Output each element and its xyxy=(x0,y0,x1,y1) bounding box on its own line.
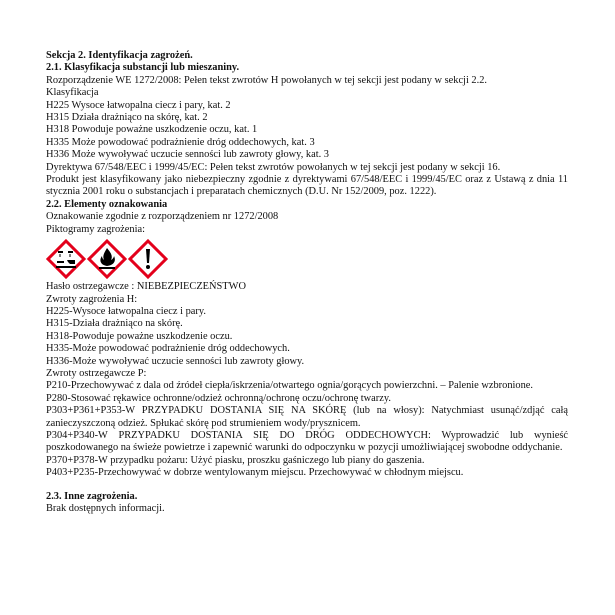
p-statement-item: P403+P235-Przechowywać w dobrze wentylowanym miejscu. Przechowywać w chłodnym miejscu. xyxy=(46,467,464,479)
h-statement-item: H318-Powoduje poważne uszkodzenie oczu. xyxy=(46,330,233,342)
h-statements-label: Zwroty zagrożenia H: xyxy=(46,293,138,305)
signal-word: Hasło ostrzegawcze : NIEBEZPIECZEŃSTWO xyxy=(46,281,246,293)
hazard-class-item: H318 Powoduje poważne uszkodzenie oczu, kat. 1 xyxy=(46,124,258,136)
hazard-class-item: H335 Może powodować podrażnienie dróg oddechowych, kat. 3 xyxy=(46,136,315,148)
corrosion-icon xyxy=(46,239,86,279)
h-statement-item: H335-Może powodować podrażnienie dróg oddechowych. xyxy=(46,343,290,355)
hazard-class-item: H315 Działa drażniąco na skórę, kat. 2 xyxy=(46,112,208,124)
subsection-2-3-title: 2.3. Inne zagrożenia. xyxy=(46,490,138,502)
p-statement-item: P303+P361+P353-W PRZYPADKU DOSTANIA SIĘ NA SKÓRĘ (lub na włosy): Natychmiast usunąć/zdjąć całą zanieczyszczoną odzież. Spłukać skórę pod strumieniem wody/prysznicem. xyxy=(46,405,568,429)
other-hazards-text: Brak dostępnych informacji. xyxy=(46,503,165,514)
exclamation-icon xyxy=(128,239,168,279)
directive-line: Dyrektywa 67/548/EEC i 1999/45/EC: Pełen tekst zwrotów powołanych w tej sekcji jest podany w sekcji 16. xyxy=(46,161,501,173)
flame-icon xyxy=(87,239,127,279)
p-statement-item: P280-Stosować rękawice ochronne/odzież ochronną/ochronę oczu/ochronę twarzy. xyxy=(46,392,391,404)
spacer xyxy=(46,480,568,491)
h-statement-item: H315-Działa drażniąco na skórę. xyxy=(46,318,183,330)
p-statement-item: P370+P378-W przypadku pożaru: Użyć piasku, proszku gaśniczego lub piany do gaszenia. xyxy=(46,454,425,466)
regulation-line: Rozporządzenie WE 1272/2008: Pełen tekst zwrotów H powołanych w tej sekcji jest podany w sekcji 2.2. xyxy=(46,74,488,86)
subsection-2-1-title: 2.1. Klasyfikacja substancji lub mieszaniny. xyxy=(46,62,240,74)
pictograms-label: Piktogramy zagrożenia: xyxy=(46,223,145,235)
pictogram-row xyxy=(46,238,568,279)
p-statements-label: Zwroty ostrzegawcze P: xyxy=(46,367,147,379)
h-statement-item: H225-Wysoce łatwopalna ciecz i pary. xyxy=(46,305,206,317)
hazard-class-item: H225 Wysoce łatwopalna ciecz i pary, kat. 2 xyxy=(46,99,231,111)
labelling-line: Oznakowanie zgodnie z rozporządzeniem nr 1272/2008 xyxy=(46,211,279,223)
product-classification-paragraph: Produkt jest klasyfikowany jako niebezpieczny zgodnie z dyrektywami 67/548/EEC i 1999/45/EC oraz z Ustawą z dnia 11 stycznia 2001 roku o substancjach i preparatach chemicznych (D.U. Nr 152/2009, poz. 1222). xyxy=(46,174,568,198)
p-statement-item: P210-Przechowywać z dala od źródeł ciepła/iskrzenia/otwartego ognia/gorących powierzchni. – Palenie wzbronione. xyxy=(46,380,534,392)
classification-label: Klasyfikacja xyxy=(46,87,99,99)
p-statement-item: P304+P340-W PRZYPADKU DOSTANIA SIĘ DO DRÓG ODDECHOWYCH: Wyprowadzić lub wynieść poszkodowanego na świeże powietrze i zapewnić warunki do odpoczynku w pozycji umożliwiającej swobodne oddychanie. xyxy=(46,429,568,454)
document-page xyxy=(46,50,568,515)
subsection-2-2-title: 2.2. Elementy oznakowania xyxy=(46,198,168,210)
h-statement-item: H336-Może wywoływać uczucie senności lub zawroty głowy. xyxy=(46,355,305,367)
section-title: Sekcja 2. Identyfikacja zagrożeń. xyxy=(46,50,193,61)
hazard-class-item: H336 Może wywoływać uczucie senności lub zawroty głowy, kat. 3 xyxy=(46,149,329,161)
